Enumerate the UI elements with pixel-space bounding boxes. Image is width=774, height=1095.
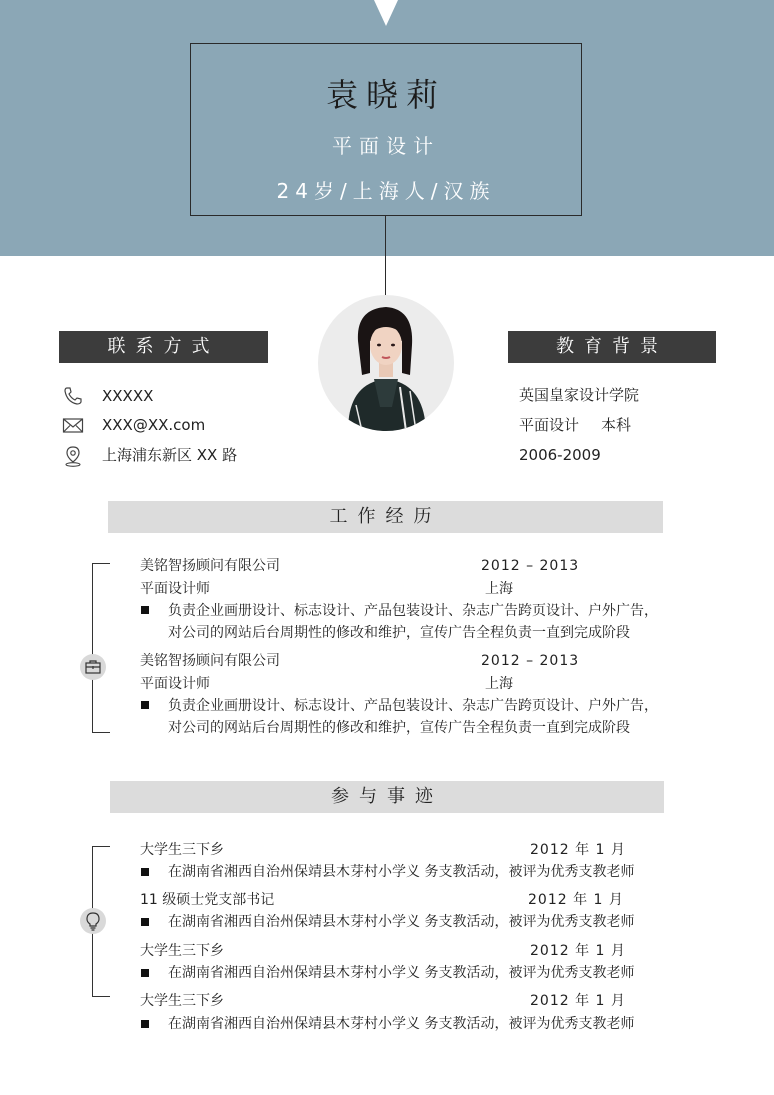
phone-icon [62,386,84,406]
work-period: 2012 – 2013 [481,558,580,574]
bullet-marker [141,606,149,614]
contact-section-title: 联系方式 [59,331,268,363]
contact-email: XXX@XX.com [102,416,206,434]
activity-name: 大学生三下乡 [140,993,224,1009]
contact-phone: XXXXX [102,387,154,405]
location-pin-icon [62,445,84,465]
applicant-name: 袁晓莉 [325,76,446,114]
work-company: 美铭智扬顾问有限公司 [140,653,280,669]
lightbulb-icon [80,908,106,934]
activity-name: 11 级硕士党支部书记 [140,892,275,908]
education-period: 2006-2009 [519,446,601,464]
work-timeline-bracket [92,563,110,733]
activity-date: 2012 年 1 月 [530,842,626,858]
work-section-title: 工作经历 [108,501,663,533]
contact-address: 上海浦东新区 XX 路 [102,446,238,464]
activities-section-title: 参与事迹 [110,781,664,813]
bullet-marker [141,868,149,876]
header-notch [374,0,398,26]
applicant-position: 平面设计 [332,134,440,158]
bullet-marker [141,1020,149,1028]
bullet-marker [141,969,149,977]
connector-line [385,216,386,296]
mail-icon [62,415,84,435]
work-description-line: 对公司的网站后台周期性的修改和维护，宣传广告全程负责一直到完成阶段 [168,720,630,736]
activity-description: 在湖南省湘西自治州保靖县木芽村小学义 务支教活动，被评为优秀支教老师 [168,864,635,880]
education-section-title: 教育背景 [508,331,716,363]
bullet-marker [141,918,149,926]
work-role: 平面设计师 [140,676,210,692]
activity-date: 2012 年 1 月 [530,993,626,1009]
work-description-line: 对公司的网站后台周期性的修改和维护，宣传广告全程负责一直到完成阶段 [168,625,630,641]
briefcase-icon [80,654,106,680]
education-major: 平面设计 [519,416,580,434]
activity-name: 大学生三下乡 [140,943,224,959]
work-description-line: 负责企业画册设计、标志设计、产品包装设计、杂志广告跨页设计、户外广告， [168,603,658,619]
bullet-marker [141,701,149,709]
work-location: 上海 [485,581,513,597]
contact-address-row [62,444,312,466]
title-box [190,43,582,216]
activity-description: 在湖南省湘西自治州保靖县木芽村小学义 务支教活动，被评为优秀支教老师 [168,965,635,981]
activity-description: 在湖南省湘西自治州保靖县木芽村小学义 务支教活动，被评为优秀支教老师 [168,1016,635,1032]
contact-email-row [62,414,312,436]
contact-phone-row [62,385,312,407]
education-school: 英国皇家设计学院 [519,386,640,404]
activity-name: 大学生三下乡 [140,842,224,858]
work-location: 上海 [485,676,513,692]
work-description-line: 负责企业画册设计、标志设计、产品包装设计、杂志广告跨页设计、户外广告， [168,698,658,714]
activity-date: 2012 年 1 月 [528,892,624,908]
work-period: 2012 – 2013 [481,653,580,669]
applicant-info: 24岁/上海人/汉族 [276,179,496,203]
activity-date: 2012 年 1 月 [530,943,626,959]
work-role: 平面设计师 [140,581,210,597]
education-degree: 本科 [601,416,632,434]
profile-photo [318,295,454,431]
work-company: 美铭智扬顾问有限公司 [140,558,280,574]
activity-description: 在湖南省湘西自治州保靖县木芽村小学义 务支教活动，被评为优秀支教老师 [168,914,635,930]
